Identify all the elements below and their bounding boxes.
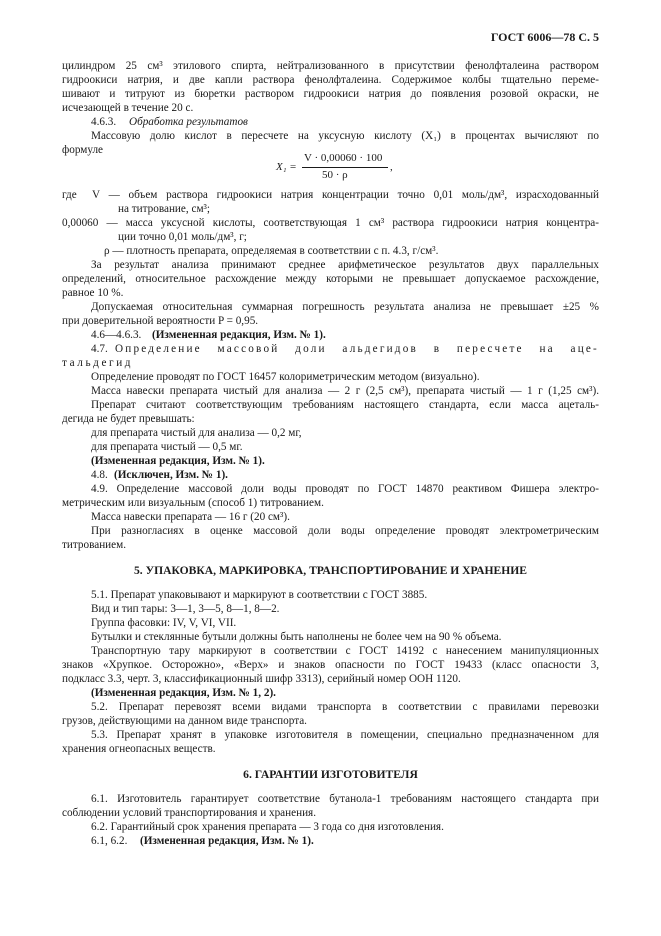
text-line: За результат анализа принимают среднее арифметическое результатов двух параллельных (91, 259, 599, 271)
text-line: 4.9. Определение массовой доли воды проводят по ГОСТ 14870 реактивом Фишера электро- (91, 483, 599, 495)
text-line: гидроокиси натрия, и две капли раствора фенолфталеина. Содержимое колбы тщательно переме- (62, 74, 599, 86)
clause-number: 4.6.3. (91, 116, 117, 128)
text-line: Препарат считают соответствующим требованиям настоящего стандарта, если масса ацеталь- (91, 399, 599, 411)
legend-item-cont: на титрование, см³; (118, 203, 210, 215)
section-heading: 6. ГАРАНТИИ ИЗГОТОВИТЕЛЯ (243, 768, 418, 781)
formula-numerator: V · 0,00060 · 100 (304, 152, 383, 164)
amendment-note: (Измененная редакция, Изм. № 1). (91, 455, 265, 467)
text-line: метрическим или визуальным (способ 1) титрованием. (62, 497, 324, 509)
clause-number: 6.1, 6.2. (91, 835, 128, 847)
clause-number: 4.8. (91, 469, 108, 481)
text-line: цилиндром 25 см³ этилового спирта, нейтрализованного в присутствии фенолфталеина раствором (62, 60, 599, 72)
text-line: при доверительной вероятности P = 0,95. (62, 315, 259, 327)
legend-item: 0,00060 — масса уксусной кислоты, соответствующая 1 см³ раствора гидроокиси натрия концентра- (62, 217, 599, 229)
legend-where: где (62, 189, 77, 201)
formula-tail: , (390, 161, 393, 173)
text-line: 5.1. Препарат упаковывают и маркируют в соответствии с ГОСТ 3885. (91, 589, 428, 601)
legend-item: V — объем раствора гидроокиси натрия концентрации точно 0,01 моль/дм³, израсходованный (92, 189, 599, 201)
clause-title: Определение массовой доли альдегидов в пересчете на аце- (115, 343, 599, 355)
clause-title: Обработка результатов (129, 116, 248, 128)
amendment-note: (Измененная редакция, Изм. № 1, 2). (91, 687, 276, 699)
text-line: соблюдении условий транспортирования и хранения. (62, 807, 317, 819)
text-line: подкласс 3.3, черт. 3, классификационный шифр 3313), серийный номер ООН 1120. (62, 673, 461, 685)
text-line: исчезающей в течение 20 с. (62, 102, 194, 114)
formula-denominator: 50 · ρ (322, 169, 348, 181)
text-line: определений, относительное расхождение между которыми не превышает допускаемое расхождение, (62, 273, 599, 285)
page-header: ГОСТ 6006—78 С. 5 (490, 30, 599, 44)
clause-number: 4.6—4.6.3. (91, 329, 142, 341)
text-line: 5.2. Препарат перевозят всеми видами транспорта в соответствии с правилами перевозки (91, 701, 599, 713)
text-line: титрованием. (62, 539, 127, 551)
legend-item-cont: ции точно 0,01 моль/дм³, г; (118, 231, 247, 243)
amendment-note: (Исключен, Изм. № 1). (114, 469, 228, 481)
amendment-note: (Измененная редакция, Изм. № 1). (152, 329, 326, 341)
text-line: знаков «Хрупкое. Осторожно», «Верх» и знаков опасности по ГОСТ 19433 (класс опасности 3, (62, 659, 599, 671)
text-line: Масса навески препарата — 16 г (20 см³). (91, 511, 290, 523)
text-line: равное 10 %. (62, 287, 124, 299)
text-line: Определение проводят по ГОСТ 16457 колориметрическим методом (визуально). (91, 371, 480, 383)
amendment-note: (Измененная редакция, Изм. № 1). (140, 835, 314, 847)
clause-title-cont: тальдегид (62, 357, 134, 369)
legend-item: ρ — плотность препарата, определяемая в соответствии с п. 4.3, г/см³. (104, 245, 439, 257)
text-line: 6.1. Изготовитель гарантирует соответствие бутанола-1 требованиям настоящего стандарта при (91, 793, 599, 805)
text-line: Вид и тип тары: 3—1, 3—5, 8—1, 8—2. (91, 603, 280, 615)
text-line: 6.2. Гарантийный срок хранения препарата — 3 года со дня изготовления. (91, 821, 444, 833)
text-line: При разногласиях в оценке массовой доли воды определение проводят электрометрическим (91, 525, 599, 537)
text-line: формуле (62, 144, 103, 156)
text-line: для препарата чистый — 0,5 мг. (91, 441, 243, 453)
text-line: Транспортную тару маркируют в соответствии с ГОСТ 14192 с нанесением манипуляционных (91, 645, 599, 657)
text-line: Массовую долю кислот в пересчете на уксусную кислоту (X₁) в процентах вычисляют по (91, 130, 599, 142)
text-line: шивают и титруют из бюретки раствором гидроокиси натрия до появления розовой окраски, не (62, 88, 599, 100)
text-line: Группа фасовки: IV, V, VI, VII. (91, 617, 237, 629)
text-line: Допускаемая относительная суммарная погрешность результата анализа не превышает ±25 % (91, 301, 599, 313)
text-line: для препарата чистый для анализа — 0,2 мг, (91, 427, 302, 439)
fraction-bar (302, 167, 388, 168)
text-line: грузов, действующими на данном виде транспорта. (62, 715, 307, 727)
clause-number: 4.7. (91, 343, 108, 355)
text-line: 5.3. Препарат хранят в упаковке изготовителя в помещении, специально предназначенном для (91, 729, 599, 741)
text-line: хранения огнеопасных веществ. (62, 743, 216, 755)
text-line: дегида не будет превышать: (62, 413, 195, 425)
formula-lhs: X₁ = (276, 161, 297, 173)
text-line: Бутылки и стеклянные бутыли должны быть наполнены не более чем на 90 % объема. (91, 631, 502, 643)
section-heading: 5. УПАКОВКА, МАРКИРОВКА, ТРАНСПОРТИРОВАНИЕ И ХРАНЕНИЕ (133, 564, 528, 577)
text-line: Масса навески препарата чистый для анализа — 2 г (2,5 см³), препарата чистый — 1 г (1,25 см³). (91, 385, 599, 397)
